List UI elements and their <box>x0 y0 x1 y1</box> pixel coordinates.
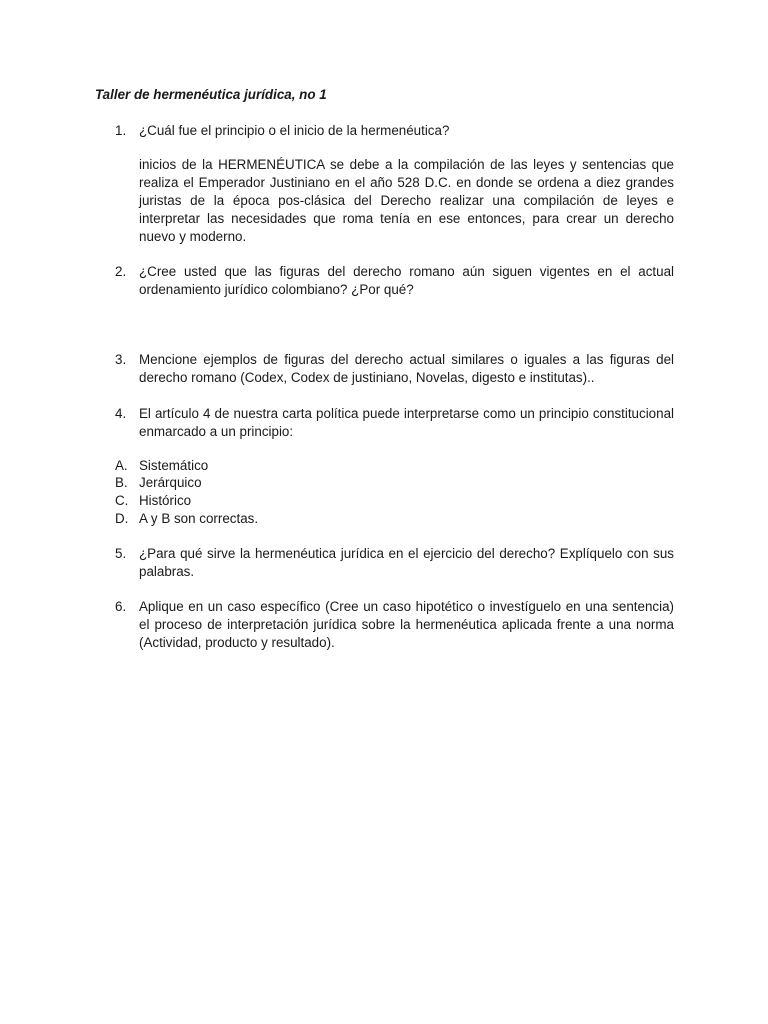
question-number: 5. <box>115 546 127 561</box>
question-number: 2. <box>115 264 127 279</box>
option-text: Jerárquico <box>139 475 202 490</box>
question-3 <box>115 351 674 387</box>
option-letter: C. <box>115 493 129 508</box>
question-4 <box>115 405 674 441</box>
option-b <box>115 474 675 492</box>
question-number: 3. <box>115 352 127 367</box>
option-d <box>115 510 675 528</box>
question-text: ¿Cuál fue el principio o el inicio de la hermenéutica? <box>139 123 450 138</box>
option-a <box>115 457 675 475</box>
question-number: 1. <box>115 123 127 138</box>
question-text: Aplique en un caso específico (Cree un caso hipotético o investíguelo en una sentencia) el proceso de interpretación jurídica sobre la hermenéutica aplicada frente a una norma (Actividad, producto y resultado). <box>139 599 674 650</box>
question-text: ¿Cree usted que las figuras del derecho romano aún siguen vigentes en el actual ordenamiento jurídico colombiano? ¿Por qué? <box>139 264 674 297</box>
document-title: Taller de hermenéutica jurídica, no 1 <box>95 87 327 102</box>
option-letter: D. <box>115 511 129 526</box>
question-text: Mencione ejemplos de figuras del derecho actual similares o iguales a las figuras del derecho romano (Codex, Codex de justiniano, Novelas, digesto e institutas).. <box>139 352 674 385</box>
option-text: Sistemático <box>139 458 209 473</box>
question-text: El artículo 4 de nuestra carta política puede interpretarse como un principio constitucional enmarcado a un principio: <box>139 406 674 439</box>
question-number: 6. <box>115 599 127 614</box>
answer-1: inicios de la HERMENÉUTICA se debe a la compilación de las leyes y sentencias que realiza el Emperador Justiniano en el año 528 D.C. en donde se ordena a diez grandes juristas de la época pos-clásica del Derecho realizar una compilación de leyes e interpretar las necesidades que roma tenía en ese entonces, para crear un derecho nuevo y moderno. <box>139 157 674 244</box>
option-letter: B. <box>115 475 128 490</box>
question-1 <box>115 122 674 140</box>
question-5 <box>115 545 674 581</box>
option-text: A y B son correctas. <box>139 511 259 526</box>
question-2 <box>115 263 674 299</box>
question-text: ¿Para qué sirve la hermenéutica jurídica en el ejercicio del derecho? Explíquelo con sus palabras. <box>139 546 674 579</box>
option-text: Histórico <box>139 493 192 508</box>
question-number: 4. <box>115 406 127 421</box>
option-letter: A. <box>115 458 128 473</box>
question-6 <box>115 598 674 652</box>
option-c <box>115 492 675 510</box>
